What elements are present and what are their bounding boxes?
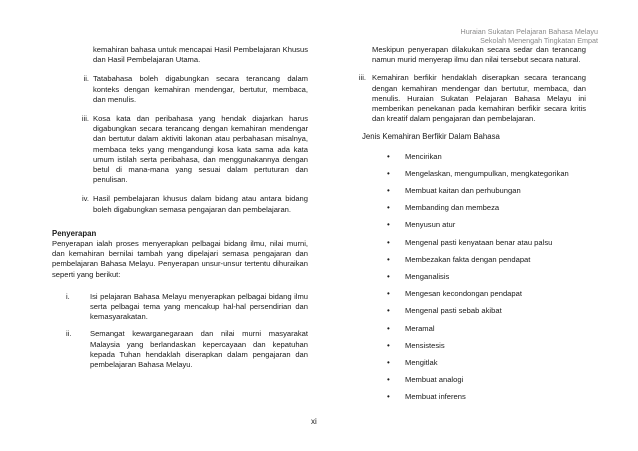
bullet-icon: • — [387, 203, 390, 213]
list-item — [52, 329, 308, 370]
header-line-1: Huraian Sukatan Pelajaran Bahasa Melayu — [460, 27, 598, 36]
list-item: • Mengitlak — [387, 357, 438, 367]
list-item: • Membuat kaitan dan perhubungan — [387, 186, 521, 195]
bullet-icon: • — [387, 340, 390, 350]
item-text: Kemahiran berfikir hendaklah diserapkan secara terancang dengan kemahiran mendengar dan bertutur, membaca, dan menulis. Huraian Sukatan Pelajaran Bahasa Melayu ini memberikan penekanan pada kemahiran berfikir secara kritis dan kreatif dalam pengajaran dan pembelajaran. — [372, 73, 586, 124]
header-line-2: Sekolah Menengah Tingkatan Empat — [480, 36, 598, 45]
section-heading: Penyerapan — [52, 228, 97, 238]
list-item: • Mensistesis — [387, 340, 445, 350]
item-number: ii. — [66, 329, 72, 339]
list-item — [52, 194, 308, 214]
bullet-icon: • — [387, 289, 390, 299]
left-column — [52, 45, 308, 377]
list-item: • Mencirikan — [387, 151, 442, 161]
bullet-icon: • — [387, 237, 390, 247]
item-text: Semangat kewarganegaraan dan nilai murni masyarakat Malaysia yang berlandaskan kepercayaan dan kepatuhan kepada Tuhan hendaklah diserapkan dalam pengajaran dan pembelajaran Bahasa Melayu. — [90, 329, 308, 370]
bullet-icon: • — [387, 220, 390, 230]
item-text: Tatabahasa boleh digabungkan secara terancang dalam konteks dengan kemahiran mendengar, bertutur, membaca, dan menulis. — [93, 74, 308, 104]
continued-item-text: kemahiran bahasa untuk mencapai Hasil Pembelajaran Khusus dan Hasil Pembelajaran Utama. — [93, 45, 308, 65]
list-item: • Membuat inferens — [387, 392, 466, 402]
page-number: xi — [311, 417, 317, 426]
list-item: • Mengesan kecondongan pendapat — [387, 289, 522, 299]
list-item: • Mengenal pasti sebab akibat — [387, 306, 502, 316]
list-item — [52, 292, 308, 323]
bullet-icon: • — [387, 392, 390, 402]
bullet-icon: • — [387, 357, 390, 367]
list-item — [52, 114, 308, 185]
item-number: i. — [66, 291, 70, 301]
bullet-icon: • — [387, 254, 390, 264]
bullet-icon: • — [387, 375, 390, 385]
list-item — [352, 73, 586, 124]
item-number: iii. — [81, 114, 89, 124]
bullet-icon: • — [387, 271, 390, 281]
list-item: • Mengenal pasti kenyataan benar atau palsu — [387, 237, 553, 247]
bullet-icon: • — [387, 323, 390, 333]
bullet-icon: • — [387, 306, 390, 316]
continued-item-text: Meskipun penyerapan dilakukan secara sedar dan terancang namun murid menyerap ilmu dan nilai tersebut secara natural. — [372, 45, 586, 65]
item-text: Isi pelajaran Bahasa Melayu menyerapkan pelbagai bidang ilmu serta pelbagai tema yang mencakup hal-hal persendirian dan kemasyarakatan. — [90, 291, 308, 322]
item-number: iii. — [358, 73, 366, 83]
list-item: • Membanding dan membeza — [387, 203, 500, 213]
list-item: • Membuat analogi — [387, 375, 464, 385]
list-item: • Membezakan fakta dengan pendapat — [387, 254, 531, 264]
item-text: Kosa kata dan peribahasa yang hendak diajarkan harus digabungkan secara terancang dengan kemahiran mendengar dan bertutur dalam aktiviti lakonan atau perbahasan misalnya, membaca teks yang mengandungi kosa kata sama ada kata umum istilah serta peribahasa, dan menggunakannya dengan betul di mana-mana yang sesuai dalam pertuturan dan penulisan. — [93, 114, 308, 185]
item-number: iv. — [81, 194, 89, 204]
right-column — [352, 45, 586, 409]
list-item — [52, 74, 308, 105]
item-number: ii. — [83, 74, 89, 84]
bullet-icon: • — [387, 151, 390, 161]
list-item: • Meramal — [387, 323, 435, 333]
bullet-icon: • — [387, 168, 390, 178]
list-item: • Menyusun atur — [387, 220, 456, 230]
list-item: • Menganalisis — [387, 271, 450, 281]
thinking-skills-list — [352, 152, 586, 403]
section-paragraph: Penyerapan ialah proses menyerapkan pelbagai bidang ilmu, nilai murni, dan kemahiran bernilai tambah yang dipelajari semasa pengajaran dan pembelajaran Bahasa Melayu. Penyerapan unsur-unsur tertentu dihuraikan seperti yang berikut: — [52, 239, 308, 279]
page-header — [461, 27, 598, 45]
bullet-icon: • — [387, 186, 390, 195]
item-text: Hasil pembelajaran khusus dalam bidang atau antara bidang boleh digabungkan semasa pengajaran dan pembelajaran. — [93, 194, 308, 214]
list-item: • Mengelaskan, mengumpulkan, mengkategorikan — [387, 168, 569, 178]
subsection-heading: Jenis Kemahiran Berfikir Dalam Bahasa — [362, 132, 500, 142]
